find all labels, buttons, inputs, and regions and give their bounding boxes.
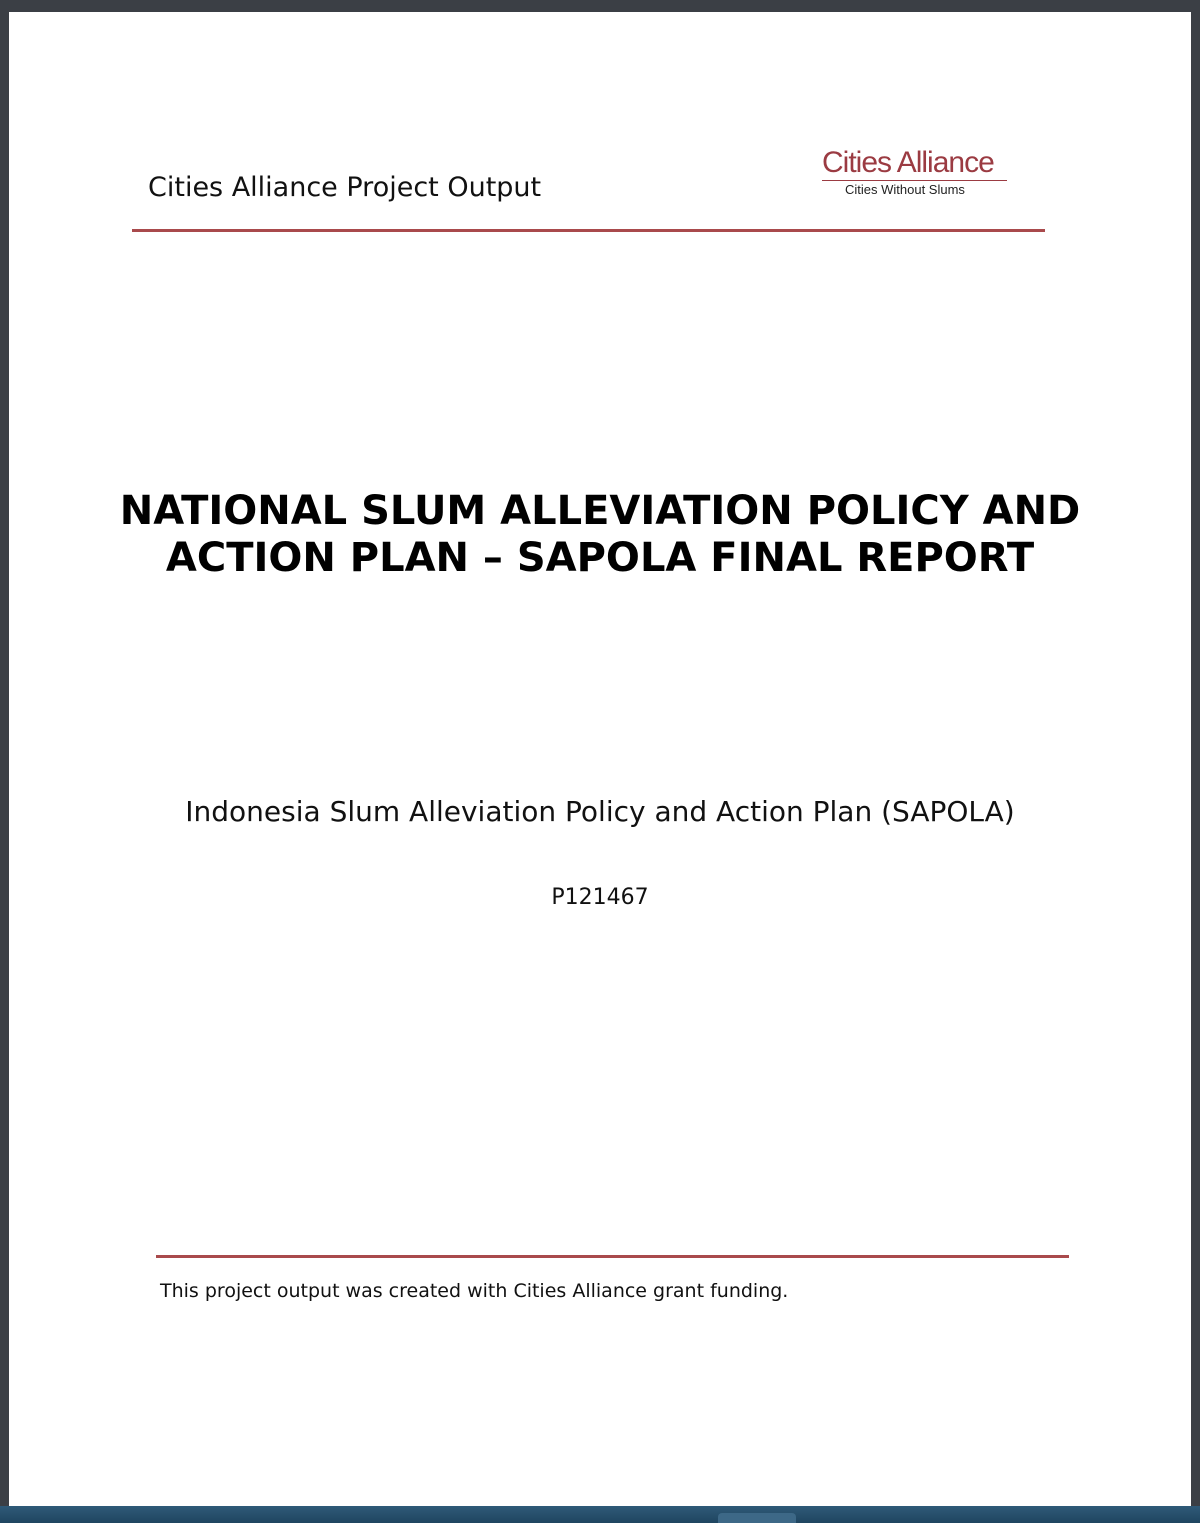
viewer-top-bar: [0, 0, 1200, 12]
footer-note: This project output was created with Cities Alliance grant funding.: [160, 1280, 789, 1302]
logo-divider: [822, 180, 1007, 181]
cities-alliance-logo: [822, 146, 1010, 197]
header-divider: [132, 229, 1045, 232]
viewer-bottom-tab[interactable]: [718, 1513, 796, 1523]
project-id: P121467: [551, 885, 649, 910]
document-title: NATIONAL SLUM ALLEVIATION POLICY AND ACTION PLAN – SAPOLA FINAL REPORT: [119, 488, 1081, 581]
footer-divider: [156, 1255, 1069, 1258]
viewer-bottom-bar: [0, 1506, 1200, 1523]
logo-name: Cities Alliance: [822, 146, 994, 179]
document-subtitle: Indonesia Slum Alleviation Policy and Action Plan (SAPOLA): [185, 795, 1015, 828]
header-label: Cities Alliance Project Output: [148, 172, 542, 203]
logo-tagline: Cities Without Slums: [845, 182, 965, 197]
